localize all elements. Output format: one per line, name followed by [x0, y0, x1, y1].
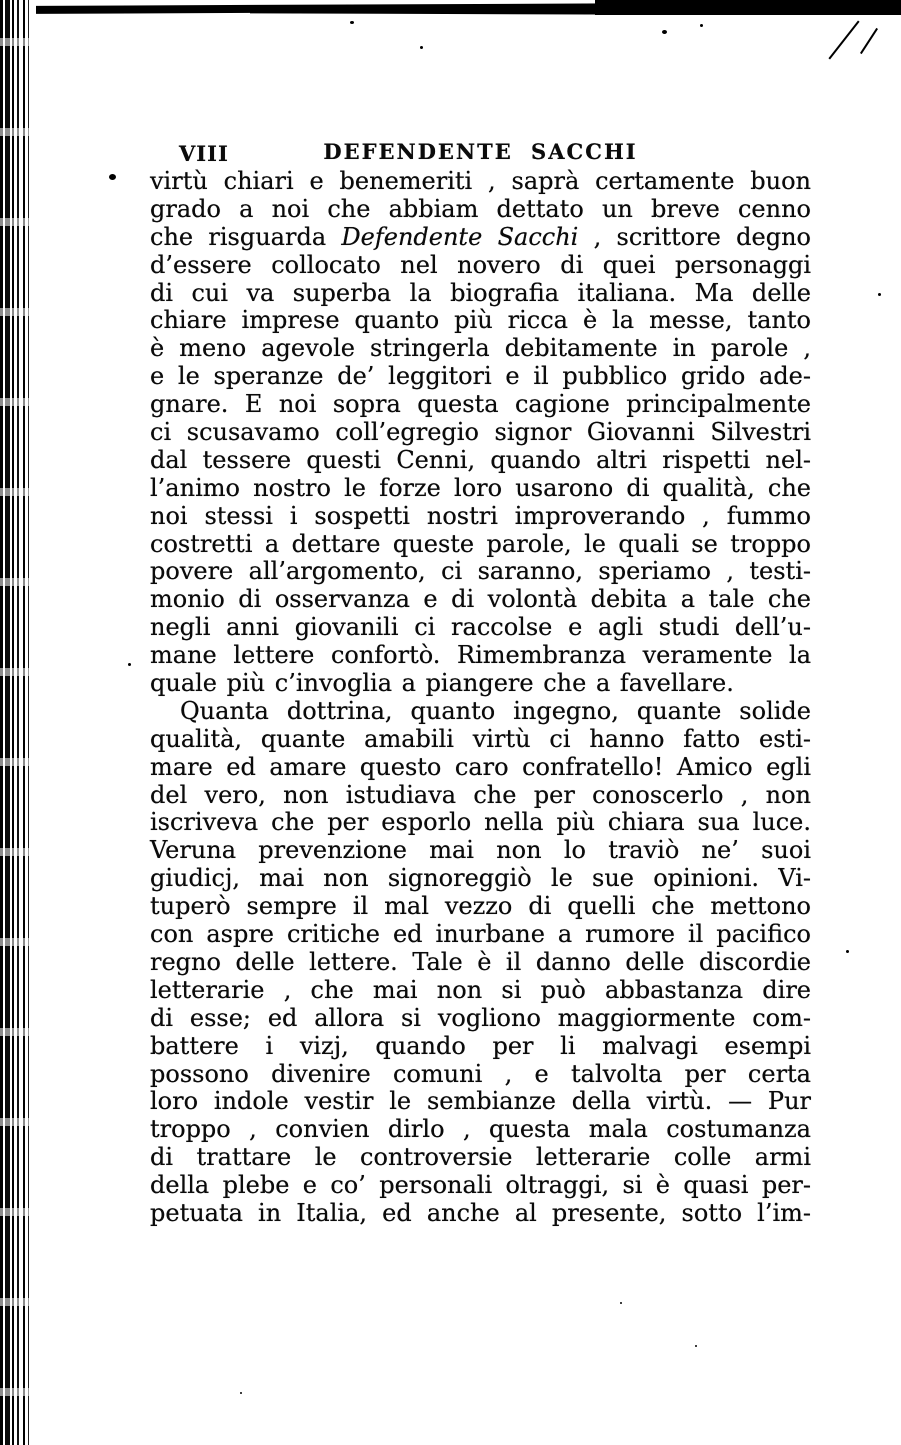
scan-speck [240, 1392, 242, 1394]
text-line: l’animo nostro le forze loro usarono di qualità, che [150, 473, 811, 502]
text-line: tuperò sempre il mal vezzo di quelli che mettono [150, 892, 811, 921]
text-line: della plebe e co’ personali oltraggi, si è quasi per- [150, 1171, 811, 1200]
text-line: è meno agevole stringerla debitamente in parole , [150, 334, 811, 363]
text-line: loro indole vestir le sembianze della virtù. — Pur [150, 1087, 811, 1116]
text-line: battere i vizj, quando per li malvagi esempi [150, 1031, 811, 1060]
text-line: qualità, quante amabili virtù ci hanno fatto esti- [150, 724, 811, 753]
text-line: gnare. E noi sopra questa cagione principalmente [150, 390, 811, 419]
text-line: povere all’argomento, ci saranno, speriamo , testi- [150, 557, 811, 586]
text-line: possono divenire comuni , e talvolta per certa [150, 1059, 811, 1088]
text-line: monio di osservanza e di volontà debita a tale che [150, 585, 811, 614]
top-scan-bar [250, 8, 630, 14]
text-line: dal tessere questi Cenni, quando altri rispetti nel- [150, 445, 811, 474]
text-line: e le speranze de’ leggitori e il pubblico grido ade- [150, 362, 811, 391]
scan-speck [878, 293, 881, 296]
scan-speck [420, 46, 423, 49]
text-line: mare ed amare questo caro confratello! Amico egli [150, 752, 811, 781]
text-line: costretti a dettare queste parole, le quali se troppo [150, 529, 811, 558]
margin-dot [109, 174, 116, 180]
text-line: grado a noi che abbiam dettato un breve cenno [150, 194, 811, 223]
scan-speck [620, 1302, 622, 1304]
text-line: negli anni giovanili ci raccolse e agli studi dell’u- [150, 613, 811, 642]
text-line: noi stessi i sospetti nostri improverando , fummo [150, 501, 811, 530]
page-number: VIII [179, 141, 229, 166]
scan-speck [128, 663, 131, 666]
scan-scratch [828, 20, 859, 59]
text-line: regno delle lettere. Tale è il danno delle discordie [150, 947, 811, 976]
binding-edge [0, 0, 34, 1445]
text-line: quale più c’invoglia a piangere che a favellare. [150, 669, 734, 698]
scan-speck [695, 1345, 697, 1347]
text-line: Veruna prevenzione mai non lo traviò ne’ suoi [150, 836, 811, 865]
text-line: chiare imprese quanto più ricca è la messe, tanto [150, 306, 811, 335]
text-line: petuata in Italia, ed anche al presente, sotto l’im- [150, 1198, 811, 1227]
text-line: di esse; ed allora si vogliono maggiormente com- [150, 1003, 811, 1032]
top-scan-bar [595, 0, 901, 15]
text-line: iscriveva che per esporlo nella più chiara sua luce. [150, 808, 811, 837]
text-line: del vero, non istudiava che per conoscerlo , non [150, 780, 811, 809]
text-line: troppo , convien dirlo , questa mala costumanza [150, 1115, 811, 1144]
text-line: di trattare le controversie letterarie colle armi [150, 1143, 811, 1172]
scan-speck [662, 30, 667, 34]
scan-speck [350, 21, 354, 24]
body-text [150, 168, 811, 1228]
text-line: di cui va superba la biografia italiana. Ma delle [150, 278, 811, 307]
text-line: ci scusavamo coll’egregio signor Giovanni Silvestri [150, 418, 811, 447]
running-title: DEFENDENTE SACCHI [323, 139, 638, 164]
scan-scratch [860, 28, 878, 54]
text-line: con aspre critiche ed inurbane a rumore il pacifico [150, 920, 811, 949]
text-line: mane lettere confortò. Rimembranza veramente la [150, 641, 811, 670]
text-line: giudicj, mai non signoreggiò le sue opinioni. Vi- [150, 864, 811, 893]
scan-speck [846, 950, 849, 953]
text-line: virtù chiari e benemeriti , saprà certamente buon [150, 167, 811, 195]
text-line: Quanta dottrina, quanto ingegno, quante solide [180, 696, 811, 725]
text-line: d’essere collocato nel novero di quei personaggi [150, 250, 811, 279]
text-line: letterarie , che mai non si può abbastanza dire [150, 975, 811, 1004]
text-line: che risguarda Defendente Sacchi , scrittore degno [150, 222, 811, 251]
scan-speck [700, 24, 703, 27]
